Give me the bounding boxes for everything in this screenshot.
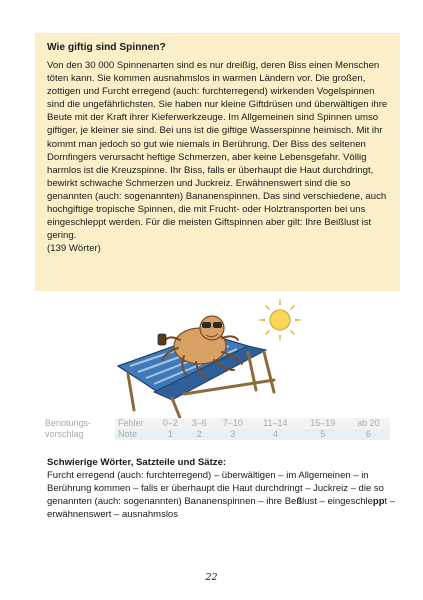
grade-cell: 6 [347, 429, 390, 440]
reading-text-box [35, 33, 400, 291]
grade-cell: 5 [299, 429, 347, 440]
errors-row [115, 418, 390, 429]
grade-cell: 1 [156, 429, 185, 440]
grade-cell: 2 [185, 429, 214, 440]
difficult-text: Furcht erregend (auch: furchterregend) – überwältigen – im Allgemeinen – in Berührung kommen – falls er überhaupt die Haut durchdringt – Juckreiz – die so genannten (auch: sogenannten) Bananenspinnen – ihre Be [47, 470, 384, 508]
grade-row [115, 429, 390, 440]
page-number: 22 [205, 572, 218, 583]
text-paragraph: Von den 30 000 Spinnenarten sind es nur dreißig, deren Biss einen Menschen töten kann. Sie kommen ausnahmslos in warmen Ländern vor. Die großen, zottigen und Furcht erregend (auch: furchterregend) wirkenden Vogelspinnen sind die ungefährlichsten. Sie haben nur kleine Giftdrüsen und überwältigen ihre Beute mit der Kraft ihrer Kieferwerkzeuge. Im Allgemeinen sind Spinnen umso giftiger, je kleiner sie sind. Bei uns ist die giftige Wasserspinne heimisch. Mit ihr kommt man jedoch so gut wie niemals in Berührung. Der Biss des seltenen Dornfingers verursacht heftige Schmerzen, aber keine Lebensgefahr. Völlig harmlos ist die Kreuzspinne. Ihr Biss, falls er überhaupt die Haut durchdringt, bewirkt schwache Schmerzen und Juckreiz. Erwähnenswert sind die so genannten (auch: sogenannten) Bananenspinnen. Das sind verschiedene, auch hochgiftige tropische Spinnen, die mit Frucht- oder Holztransporten bei uns eingeschleppt werden. Für die meisten Giftspinnen aber gilt: Ihre Beißlust ist gering. [47, 60, 388, 242]
errors-row-head: Fehler [115, 418, 156, 429]
errors-cell: 3–6 [185, 418, 214, 429]
word-count: (139 Wörter) [47, 243, 101, 255]
text-title: Wie giftig sind Spinnen? [47, 42, 166, 53]
errors-cell: 11–14 [252, 418, 299, 429]
difficult-text: t – erwähnenswert – ausnahmslos [47, 496, 396, 521]
sun-icon [260, 300, 300, 340]
grading-label: Benotungs- vorschlag [45, 418, 92, 439]
grade-cell: 4 [252, 429, 299, 440]
errors-cell: 15–19 [299, 418, 347, 429]
errors-cell: 7–10 [214, 418, 252, 429]
grading-table [115, 418, 390, 440]
errors-cell: 0–2 [156, 418, 185, 429]
highlight-letters: ß [296, 496, 303, 508]
difficult-words-section [47, 456, 397, 521]
spider-on-deckchair-illustration [88, 294, 318, 420]
errors-cell: ab 20 [347, 418, 390, 429]
text-body [47, 59, 388, 255]
difficult-words-list [47, 469, 397, 521]
difficult-words-title: Schwierige Wörter, Satzteile und Sätze: [47, 457, 227, 468]
grade-row-head: Note [115, 429, 156, 440]
difficult-text: lust – eingeschle [302, 496, 373, 508]
highlight-letters: pp [372, 496, 385, 508]
grade-cell: 3 [214, 429, 252, 440]
